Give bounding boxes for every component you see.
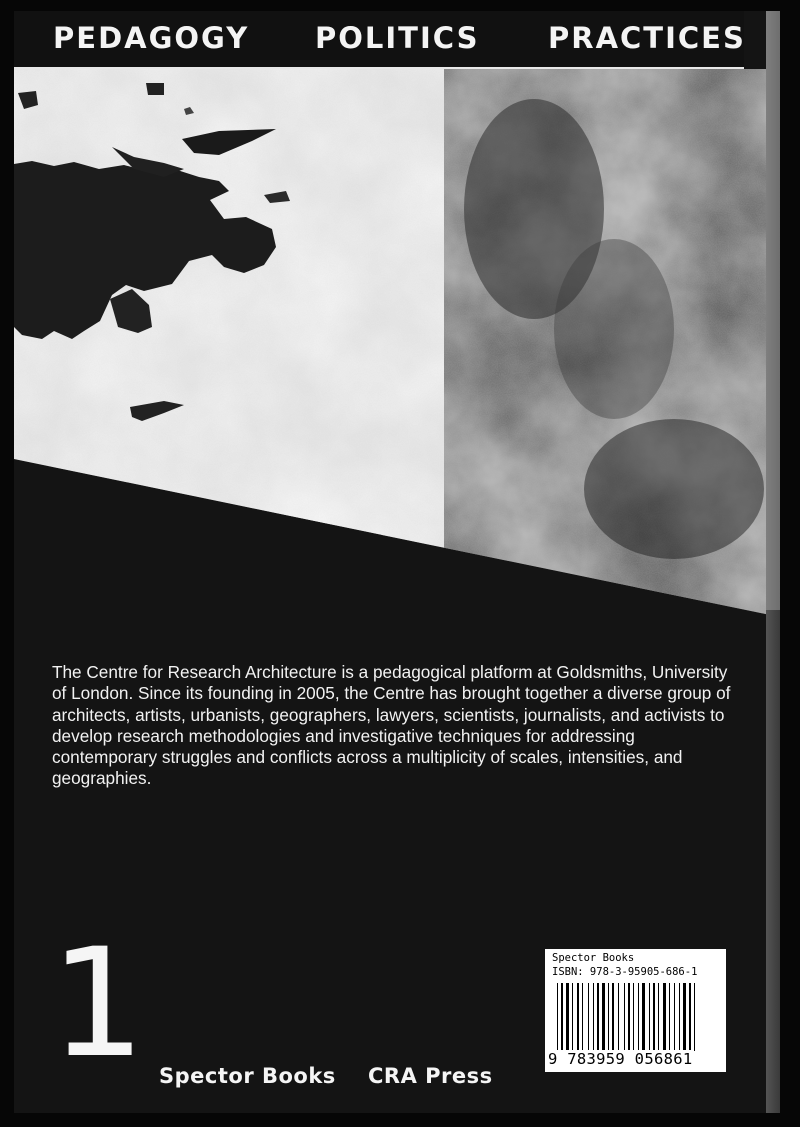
barcode-bar	[683, 983, 686, 1051]
barcode-bar	[653, 983, 655, 1051]
barcode-label	[545, 949, 726, 1072]
barcode-bar	[582, 983, 583, 1051]
barcode-bar	[694, 983, 695, 1051]
barcode-bar	[561, 983, 563, 1051]
barcode-bar	[602, 983, 605, 1051]
barcode-bar	[612, 983, 614, 1051]
barcode-bar	[649, 983, 650, 1051]
header-word-practices: PRACTICES	[548, 21, 746, 55]
barcode-bar	[566, 983, 569, 1051]
barcode-bar	[618, 983, 619, 1051]
barcode-bar	[689, 983, 691, 1051]
barcode-bar	[674, 983, 675, 1051]
barcode-bar	[658, 983, 659, 1051]
barcode-isbn-text: ISBN: 978-3-95905-686-1	[552, 966, 698, 978]
barcode-bar	[669, 983, 670, 1051]
barcode-bar	[624, 983, 625, 1051]
barcode-bar	[663, 983, 666, 1051]
cover-photograph	[14, 69, 766, 629]
publisher-spector-books: Spector Books	[159, 1064, 336, 1088]
barcode-bar	[679, 983, 680, 1051]
barcode-bar	[588, 983, 589, 1051]
publisher-cra-press: CRA Press	[368, 1064, 493, 1088]
barcode-bar	[638, 983, 639, 1051]
barcode-bar	[642, 983, 645, 1051]
barcode-bar	[628, 983, 630, 1051]
barcode-bar	[633, 983, 634, 1051]
barcode-bar	[608, 983, 609, 1051]
barcode-bar	[557, 983, 558, 1051]
barcode-bar	[577, 983, 579, 1051]
header-word-politics: POLITICS	[315, 21, 480, 55]
volume-number: 1	[50, 917, 146, 1091]
barcode-bar	[572, 983, 573, 1051]
cover-header-band	[14, 11, 744, 69]
header-word-pedagogy: PEDAGOGY	[53, 21, 250, 55]
barcode-bar	[597, 983, 599, 1051]
barcode-bar	[593, 983, 594, 1051]
cover-description-text: The Centre for Research Architecture is a pedagogical platform at Goldsmiths, University of London. Since its founding in 2005, the Centre has brought together a diverse group of architects, artists, urbanists, geographers, lawyers, scientists, journalists, and activists to develop research methodologies and investigative techniques for addressing contemporary struggles and conflicts across a multiplicity of scales, intensities, and geographies.	[52, 662, 731, 789]
book-back-cover	[14, 11, 766, 1113]
barcode-publisher-text: Spector Books	[552, 952, 635, 964]
barcode-digits: 9 783959 056861	[548, 1050, 693, 1068]
